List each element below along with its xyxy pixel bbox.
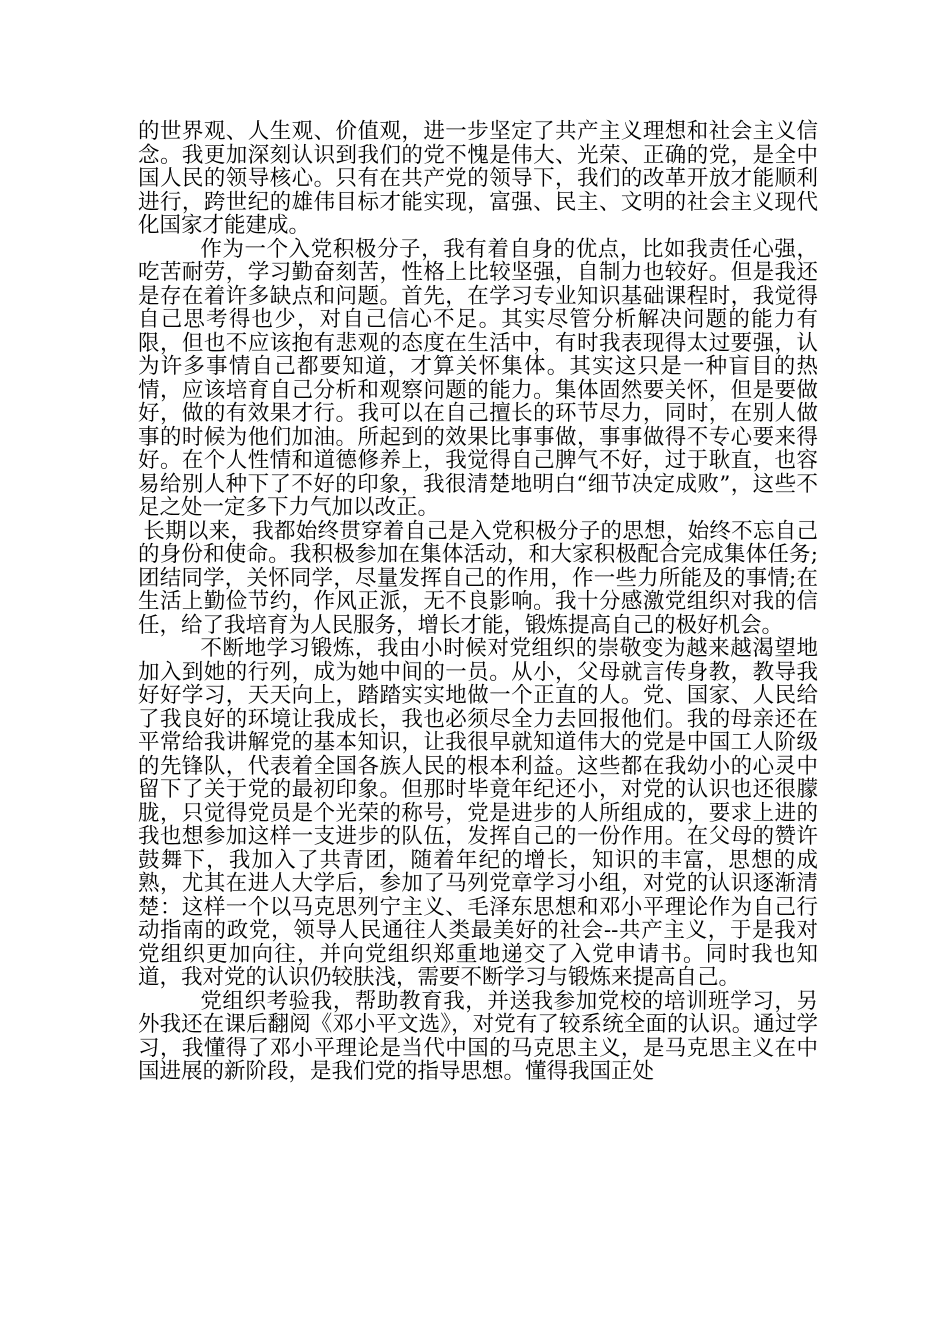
paragraph-5: 党组织考验我，帮助教育我，并送我参加党校的培训班学习，另外我还在课后翻阅《邓小平文选》，对党有了较系统全面的认识。通过学习，我懂得了邓小平理论是当代中国的马克思主义，是马克思主义在中国进展的新阶段，是我们党的指导思想。懂得我国正处 — [138, 988, 818, 1084]
document-body — [138, 120, 818, 1084]
paragraph-1: 的世界观、人生观、价值观，进一步坚定了共产主义理想和社会主义信念。我更加深刻认识到我们的党不愧是伟大、光荣、正确的党，是全中国人民的领导核心。只有在共产党的领导下，我们的改革开放才能顺利进行，跨世纪的雄伟目标才能实现，富强、民主、文明的社会主义现代化国家才能建成。 — [138, 119, 818, 238]
paragraph-2: 作为一个入党积极分子，我有着自身的优点，比如我责任心强，吃苦耐劳，学习勤奋刻苦，性格上比较坚强，自制力也较好。但是我还是存在着许多缺点和问题。首先，在学习专业知识基础课程时，我觉得自己思考得也少，对自己信心不足。其实尽管分析解决问题的能力有限，但也不应该抱有悲观的态度在生活中，有时我表现得太过要强，认为许多事情自己都要知道，才算关怀集体。其实这只是一种盲目的热情，应该培育自己分析和观察问题的能力。集体固然要关怀，但是要做好，做的有效果才行。我可以在自己擅长的环节尽力，同时，在别人做事的时候为他们加油。所起到的效果比事事做，事事做得不专心要来得好。在个人性情和道德修养上，我觉得自己脾气不好，过于耿直，也容易给别人种下了不好的印象，我很清楚地明白“细节决定成败”，这些不足之处一定多下力气加以改正。 — [138, 236, 818, 520]
paragraph-3: 长期以来，我都始终贯穿着自己是入党积极分子的思想，始终不忘自己的身份和使命。我积极参加在集体活动，和大家积极配合完成集体任务;团结同学，关怀同学，尽量发挥自己的作用，作一些力所能及的事情;在生活上勤俭节约，作风正派，无不良影响。我十分感激党组织对我的信任，给了我培育为人民服务，增长才能，锻炼提高自己的极好机会。 — [138, 518, 818, 638]
paragraph-4: 不断地学习锻炼，我由小时候对党组织的崇敬变为越来越渴望地加入到她的行列，成为她中间的一员。从小，父母就言传身教，教导我好好学习，天天向上，踏踏实实地做一个正直的人。党、国家、人民给了我良好的环境让我成长，我也必须尽全力去回报他们。我的母亲还在平常给我讲解党的基本知识，让我很早就知道伟大的党是中国工人阶级的先锋队，代表着全国各族人民的根本利益。这些都在我幼小的心灵中留下了关于党的最初印象。但那时毕竟年纪还小，对党的认识也还很朦胧，只觉得党员是个光荣的称号，党是进步的人所组成的，要求上进的我也想参加这样一支进步的队伍，发挥自己的一份作用。在父母的赞许鼓舞下，我加入了共青团，随着年纪的增长，知识的丰富，思想的成熟，尤其在进人大学后，参加了马列党章学习小组，对党的认识逐渐清楚：这样一个以马克思列宁主义、毛泽东思想和邓小平理论作为自己行动指南的政党，领导人民通往人类最美好的社会--共产主义，于是我对党组织更加向往，并向党组织郑重地递交了入党申请书。同时我也知道，我对党的认识仍较肤浅，需要不断学习与锻炼来提高自己。 — [138, 636, 818, 990]
